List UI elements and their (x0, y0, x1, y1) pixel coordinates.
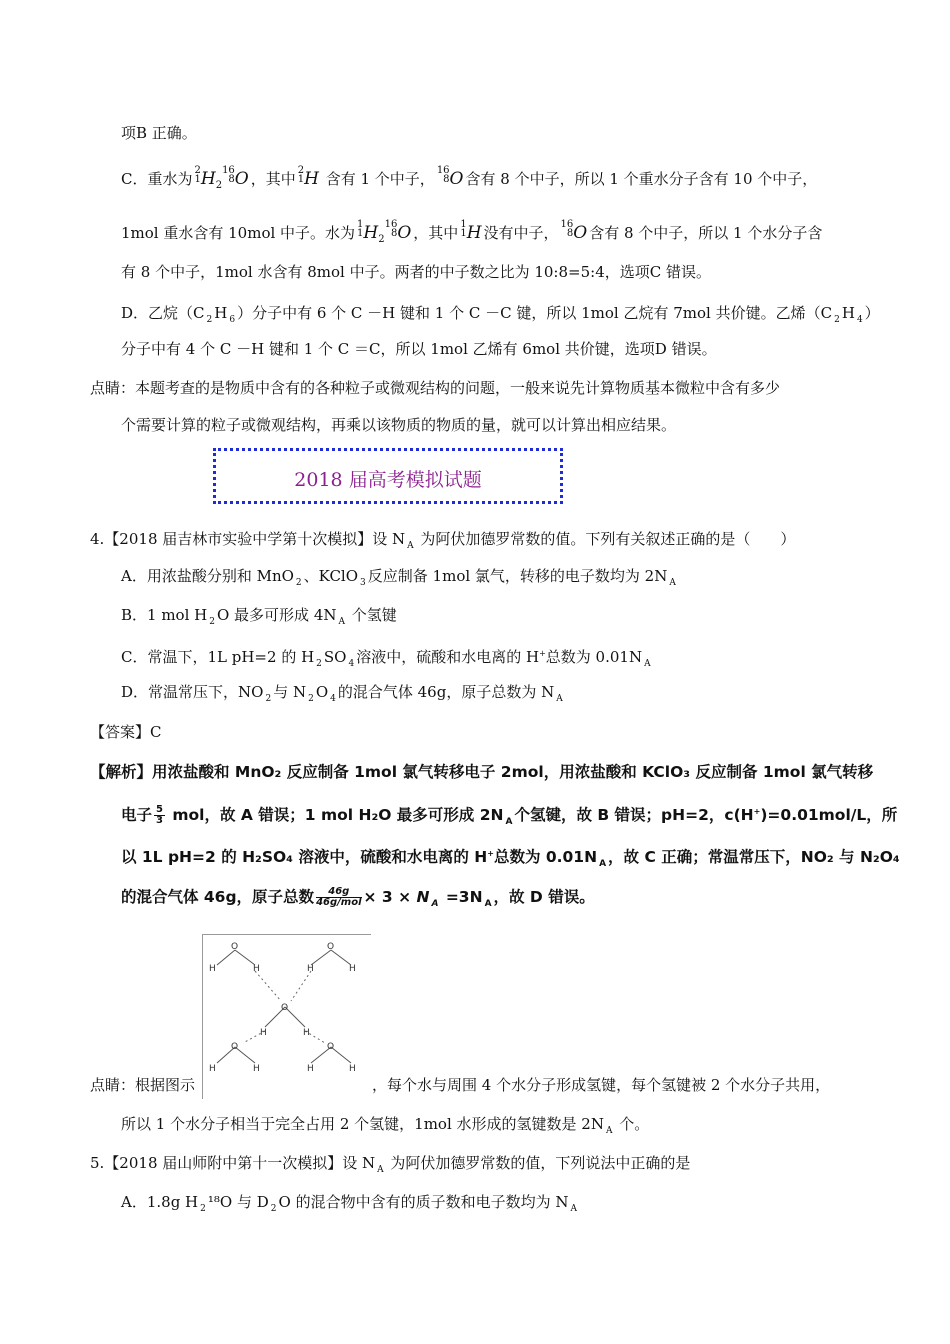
oxygen16-symbol: 16 8 O (560, 219, 588, 243)
analysis-line3: 以 1L pH=2 的 H₂SO₄ 溶液中，硫酸和水电离的 H+总数为 0.01N $_A$ ，故 C 正确；常温常压下，NO₂ 与 N₂O₄ (121, 848, 900, 869)
question-5-option-a: A．1.8g H $_2$ ¹⁸O 与 D $_2$ O 的混合物中含有的质子数和电子数均为 N $_A$ (121, 1193, 577, 1214)
section-banner (213, 448, 563, 504)
atom-label: H (349, 1064, 356, 1074)
protium-symbol: 1 1 H (460, 219, 482, 243)
fraction-five-thirds: $\frac{5}{3}$ (156, 804, 163, 826)
atom-label: H (209, 964, 216, 974)
oxygen16-symbol: 16 8 O (436, 165, 464, 189)
analysis-line2: 电子 $\frac{5}{3}$ mol，故 A 错误；1 mol H₂O 最多可形成 2N $_A$ 个氢键，故 B 错误；pH=2，c(H+)=0.01mol/L，所 (121, 804, 898, 827)
h2o-formula: 1 1 H2 16 8 O (357, 219, 412, 245)
option-c-line1: C．重水为 2 1 H2 16 8 O ，其中 2 1 H 含有 1 个中子， 16 8 O 含有 8 个中子，所以 1 个重水分子含有 10 个中子， (121, 165, 818, 191)
analysis-line1: 【解析】用浓盐酸和 MnO₂ 反应制备 1mol 氯气转移电子 2mol，用浓盐酸和 KClO₃ 反应制备 1mol 氯气转移 (90, 763, 874, 781)
question-4-option-c: C．常温下，1L pH=2 的 H $_2$ SO $_4$ 溶液中，硫酸和水电离的 H+总数为 0.01N $_A$ (121, 648, 651, 669)
atom-label: H (260, 1028, 267, 1038)
tip-line1: 点睛：本题考查的是物质中含有的各种粒子或微观结构的问题，一般来说先计算物质基本微粒中含有多少 (90, 379, 781, 397)
atom-label: O (231, 942, 239, 952)
answer-line: 【答案】C (90, 723, 162, 741)
option-c-line2: 1mol 重水含有 10mol 中子。水为 1 1 H2 16 8 O ，其中 1 1 H 没有中子， 16 8 O 含有 8 个中子，所以 1 个水分子含 (121, 219, 823, 245)
atom-label: O (327, 942, 335, 952)
option-d-line2: 分子中有 4 个 C －H 键和 1 个 C ＝C，所以 1mol 乙烯有 6mol 共价键，选项D 错误。 (121, 340, 717, 358)
question-4-option-b: B．1 mol H $_2$ O 最多可形成 4N $_A$ 个氢键 (121, 606, 397, 627)
option-c-line3: 有 8 个中子，1mol 水含有 8mol 中子。两者的中子数之比为 10:8=5:4，选项C 错误。 (121, 263, 711, 281)
atom-label: O (281, 1003, 289, 1013)
question-4-option-a: A．用浓盐酸分别和 MnO $_2$ 、KClO $_3$ 反应制备 1mol 氯气，转移的电子数均为 2N $_A$ (121, 567, 676, 588)
atom-label: H (349, 964, 356, 974)
atom-label: H (253, 1064, 260, 1074)
d2o-formula: 2 1 H2 16 8 O (194, 165, 249, 191)
option-d-line1: D．乙烷（C $_2$ H $_6$ ）分子中有 6 个 C －H 键和 1 个 C －C 键，所以 1mol 乙烷有 7mol 共价键。乙烯（C $_2$ H $_4$ ） (121, 304, 880, 325)
atom-label: O (327, 1042, 335, 1052)
atom-label: O (231, 1042, 239, 1052)
deuterium-symbol: 2 1 H (297, 165, 319, 189)
tip2-line2: 所以 1 个水分子相当于完全占用 2 个氢键，1mol 水形成的氢键数是 2N $_A$ 个。 (121, 1115, 650, 1136)
text-line: 项B 正确。 (121, 124, 197, 142)
atom-label: H (209, 1064, 216, 1074)
question-4-option-d: D．常温常压下，NO $_2$ 与 N $_2$ O $_4$ 的混合气体 46g，原子总数为 N $_A$ (121, 683, 563, 704)
atom-label: H (307, 1064, 314, 1074)
atom-label: H (303, 1028, 310, 1038)
tip-line2: 个需要计算的粒子或微观结构，再乘以该物质的物质的量，就可以计算出相应结果。 (121, 416, 677, 434)
atom-label: H (253, 964, 260, 974)
section-banner-title: 2018 届高考模拟试题 (294, 469, 482, 491)
analysis-line4: 的混合气体 46g，原子总数 $\frac{46g}{\text{46g/mol}}$ × 3 × N $_A$ =3N $_A$ ，故 D 错误。 (121, 886, 595, 909)
tip2-line1-end: ，每个水与周围 4 个水分子形成氢键，每个氢键被 2 个水分子共用， (372, 1076, 831, 1094)
fraction-molar-mass: $\frac{46g}{\text{46g/mol}}$ (316, 886, 362, 908)
tip2-line1-start: 点睛：根据图示 (90, 1076, 196, 1094)
atom-label: H (307, 964, 314, 974)
hydrogen-bond-diagram (202, 934, 371, 1099)
question-4-stem: 4.【2018 届吉林市实验中学第十次模拟】设 N $_A$ 为阿伏加德罗常数的值。下列有关叙述正确的是（ ） (90, 530, 796, 551)
question-5-stem: 5.【2018 届山师附中第十一次模拟】设 N $_A$ 为阿伏加德罗常数的值，下列说法中正确的是 (90, 1154, 691, 1175)
